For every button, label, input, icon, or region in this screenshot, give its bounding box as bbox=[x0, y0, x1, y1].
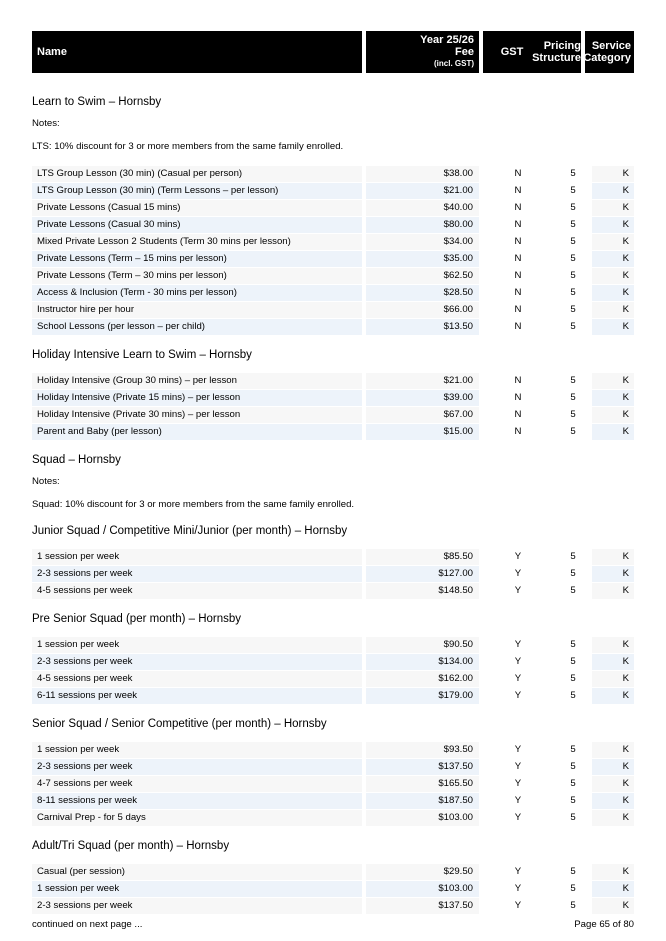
table-row bbox=[32, 898, 634, 915]
item-fee: $34.00 bbox=[366, 234, 479, 250]
column-header-pricing-line2: Structure bbox=[532, 52, 581, 64]
item-service-category: K bbox=[592, 566, 634, 582]
table-row bbox=[32, 200, 634, 217]
column-header-name-label: Name bbox=[37, 46, 67, 58]
item-name: 2-3 sessions per week bbox=[32, 654, 362, 670]
column-header-gst-label: GST bbox=[500, 46, 524, 58]
item-pricing-structure: 5 bbox=[570, 219, 576, 230]
item-gst: Y bbox=[514, 744, 522, 755]
item-fee: $40.00 bbox=[366, 200, 479, 216]
item-service-category: K bbox=[592, 268, 634, 284]
item-pricing-structure: 5 bbox=[570, 795, 576, 806]
table-row bbox=[32, 217, 634, 234]
item-gst: Y bbox=[514, 866, 522, 877]
item-pricing-structure: 5 bbox=[570, 409, 576, 420]
item-fee: $39.00 bbox=[366, 390, 479, 406]
column-header-service-line2: Category bbox=[583, 52, 631, 64]
table-row bbox=[32, 654, 634, 671]
item-pricing-structure: 5 bbox=[570, 883, 576, 894]
item-pricing-structure: 5 bbox=[570, 812, 576, 823]
item-service-category: K bbox=[592, 793, 634, 809]
item-name: Private Lessons (Casual 30 mins) bbox=[32, 217, 362, 233]
item-pricing-structure: 5 bbox=[570, 761, 576, 772]
item-service-category: K bbox=[592, 285, 634, 301]
item-pricing-structure: 5 bbox=[570, 744, 576, 755]
notes-label: Notes: bbox=[32, 476, 60, 487]
item-pricing-structure: 5 bbox=[570, 287, 576, 298]
item-fee: $134.00 bbox=[366, 654, 479, 670]
item-pricing-structure: 5 bbox=[570, 639, 576, 650]
item-name: 2-3 sessions per week bbox=[32, 566, 362, 582]
column-header-fee-line2: Fee bbox=[455, 46, 474, 58]
page-number: Page 65 of 80 bbox=[574, 919, 634, 930]
table-row bbox=[32, 793, 634, 810]
item-pricing-structure: 5 bbox=[570, 585, 576, 596]
item-gst: N bbox=[514, 321, 522, 332]
item-service-category: K bbox=[592, 776, 634, 792]
item-name: 8-11 sessions per week bbox=[32, 793, 362, 809]
item-service-category: K bbox=[592, 183, 634, 199]
item-name: Instructor hire per hour bbox=[32, 302, 362, 318]
column-header-name bbox=[32, 31, 362, 73]
table-row bbox=[32, 285, 634, 302]
table-row bbox=[32, 424, 634, 441]
item-name: 1 session per week bbox=[32, 549, 362, 565]
table-row bbox=[32, 390, 634, 407]
item-name: 1 session per week bbox=[32, 637, 362, 653]
item-gst: Y bbox=[514, 673, 522, 684]
item-service-category: K bbox=[592, 424, 634, 440]
column-header-service-category bbox=[585, 31, 634, 73]
item-name: 4-5 sessions per week bbox=[32, 583, 362, 599]
item-service-category: K bbox=[592, 688, 634, 704]
item-service-category: K bbox=[592, 217, 634, 233]
item-name: Casual (per session) bbox=[32, 864, 362, 880]
item-fee: $28.50 bbox=[366, 285, 479, 301]
item-fee: $165.50 bbox=[366, 776, 479, 792]
item-fee: $38.00 bbox=[366, 166, 479, 182]
item-gst: N bbox=[514, 270, 522, 281]
table-row bbox=[32, 319, 634, 336]
item-name: Access & Inclusion (Term - 30 mins per lesson) bbox=[32, 285, 362, 301]
item-service-category: K bbox=[592, 671, 634, 687]
table-row bbox=[32, 566, 634, 583]
notes-label: Notes: bbox=[32, 118, 60, 129]
item-fee: $85.50 bbox=[366, 549, 479, 565]
item-fee: $137.50 bbox=[366, 898, 479, 914]
item-pricing-structure: 5 bbox=[570, 656, 576, 667]
table-row bbox=[32, 549, 634, 566]
item-pricing-structure: 5 bbox=[570, 900, 576, 911]
item-gst: Y bbox=[514, 778, 522, 789]
item-gst: N bbox=[514, 392, 522, 403]
item-name: 1 session per week bbox=[32, 742, 362, 758]
item-fee: $62.50 bbox=[366, 268, 479, 284]
item-pricing-structure: 5 bbox=[570, 568, 576, 579]
item-gst: N bbox=[514, 219, 522, 230]
item-name: LTS Group Lesson (30 min) (Casual per person) bbox=[32, 166, 362, 182]
item-pricing-structure: 5 bbox=[570, 690, 576, 701]
item-name: 4-7 sessions per week bbox=[32, 776, 362, 792]
item-pricing-structure: 5 bbox=[570, 253, 576, 264]
item-gst: N bbox=[514, 202, 522, 213]
table-row bbox=[32, 583, 634, 600]
item-name: Holiday Intensive (Private 30 mins) – per lesson bbox=[32, 407, 362, 423]
item-gst: Y bbox=[514, 585, 522, 596]
item-gst: Y bbox=[514, 656, 522, 667]
item-name: LTS Group Lesson (30 min) (Term Lessons – per lesson) bbox=[32, 183, 362, 199]
item-pricing-structure: 5 bbox=[570, 185, 576, 196]
table-row bbox=[32, 373, 634, 390]
section-note: Squad: 10% discount for 3 or more members from the same family enrolled. bbox=[32, 499, 355, 510]
item-fee: $21.00 bbox=[366, 183, 479, 199]
item-service-category: K bbox=[592, 549, 634, 565]
item-service-category: K bbox=[592, 373, 634, 389]
item-fee: $103.00 bbox=[366, 810, 479, 826]
item-pricing-structure: 5 bbox=[570, 426, 576, 437]
item-fee: $162.00 bbox=[366, 671, 479, 687]
item-gst: Y bbox=[514, 883, 522, 894]
fee-table-body bbox=[32, 89, 634, 921]
item-fee: $21.00 bbox=[366, 373, 479, 389]
item-gst: N bbox=[514, 236, 522, 247]
item-name: 2-3 sessions per week bbox=[32, 759, 362, 775]
item-gst: Y bbox=[514, 900, 522, 911]
item-fee: $148.50 bbox=[366, 583, 479, 599]
item-name: Mixed Private Lesson 2 Students (Term 30 mins per lesson) bbox=[32, 234, 362, 250]
item-name: Parent and Baby (per lesson) bbox=[32, 424, 362, 440]
item-gst: N bbox=[514, 168, 522, 179]
table-row bbox=[32, 183, 634, 200]
item-fee: $80.00 bbox=[366, 217, 479, 233]
item-service-category: K bbox=[592, 759, 634, 775]
section-note: LTS: 10% discount for 3 or more members from the same family enrolled. bbox=[32, 141, 344, 152]
item-gst: N bbox=[514, 253, 522, 264]
item-service-category: K bbox=[592, 881, 634, 897]
column-header-fee bbox=[366, 31, 479, 73]
item-service-category: K bbox=[592, 742, 634, 758]
item-pricing-structure: 5 bbox=[570, 673, 576, 684]
item-fee: $13.50 bbox=[366, 319, 479, 335]
item-name: Holiday Intensive (Private 15 mins) – per lesson bbox=[32, 390, 362, 406]
item-fee: $15.00 bbox=[366, 424, 479, 440]
item-fee: $66.00 bbox=[366, 302, 479, 318]
item-service-category: K bbox=[592, 810, 634, 826]
item-pricing-structure: 5 bbox=[570, 551, 576, 562]
section-heading: Squad – Hornsby bbox=[32, 454, 121, 466]
item-service-category: K bbox=[592, 637, 634, 653]
item-service-category: K bbox=[592, 302, 634, 318]
section-heading: Adult/Tri Squad (per month) – Hornsby bbox=[32, 840, 230, 852]
section-heading: Senior Squad / Senior Competitive (per month) – Hornsby bbox=[32, 718, 327, 730]
item-gst: N bbox=[514, 304, 522, 315]
item-pricing-structure: 5 bbox=[570, 304, 576, 315]
item-service-category: K bbox=[592, 898, 634, 914]
item-fee: $90.50 bbox=[366, 637, 479, 653]
item-service-category: K bbox=[592, 319, 634, 335]
item-service-category: K bbox=[592, 654, 634, 670]
column-header-fee-line1: Year 25/26 bbox=[420, 34, 474, 46]
item-fee: $35.00 bbox=[366, 251, 479, 267]
section-heading: Holiday Intensive Learn to Swim – Hornsby bbox=[32, 349, 252, 361]
item-fee: $93.50 bbox=[366, 742, 479, 758]
item-fee: $67.00 bbox=[366, 407, 479, 423]
section-heading: Pre Senior Squad (per month) – Hornsby bbox=[32, 613, 242, 625]
section-heading: Learn to Swim – Hornsby bbox=[32, 96, 162, 108]
table-row bbox=[32, 407, 634, 424]
item-gst: Y bbox=[514, 639, 522, 650]
column-header-pricing-line1: Pricing bbox=[543, 40, 581, 52]
table-row bbox=[32, 742, 634, 759]
item-gst: N bbox=[514, 287, 522, 298]
item-gst: Y bbox=[514, 568, 522, 579]
item-gst: N bbox=[514, 426, 522, 437]
table-row bbox=[32, 302, 634, 319]
column-header-service-line1: Service bbox=[591, 40, 631, 52]
item-service-category: K bbox=[592, 200, 634, 216]
table-row bbox=[32, 637, 634, 654]
table-row bbox=[32, 881, 634, 898]
item-service-category: K bbox=[592, 407, 634, 423]
item-name: Private Lessons (Term – 15 mins per lesson) bbox=[32, 251, 362, 267]
item-service-category: K bbox=[592, 251, 634, 267]
item-name: School Lessons (per lesson – per child) bbox=[32, 319, 362, 335]
item-pricing-structure: 5 bbox=[570, 168, 576, 179]
item-pricing-structure: 5 bbox=[570, 866, 576, 877]
item-fee: $187.50 bbox=[366, 793, 479, 809]
item-gst: N bbox=[514, 375, 522, 386]
item-service-category: K bbox=[592, 166, 634, 182]
item-gst: Y bbox=[514, 761, 522, 772]
item-service-category: K bbox=[592, 390, 634, 406]
item-fee: $103.00 bbox=[366, 881, 479, 897]
item-gst: N bbox=[514, 409, 522, 420]
item-fee: $179.00 bbox=[366, 688, 479, 704]
item-pricing-structure: 5 bbox=[570, 202, 576, 213]
column-header-fee-line3: (incl. GST) bbox=[434, 59, 474, 68]
column-header-pricing-structure bbox=[531, 31, 581, 73]
table-row bbox=[32, 671, 634, 688]
item-pricing-structure: 5 bbox=[570, 778, 576, 789]
item-name: 4-5 sessions per week bbox=[32, 671, 362, 687]
item-fee: $29.50 bbox=[366, 864, 479, 880]
item-fee: $137.50 bbox=[366, 759, 479, 775]
item-pricing-structure: 5 bbox=[570, 270, 576, 281]
table-row bbox=[32, 166, 634, 183]
item-gst: Y bbox=[514, 812, 522, 823]
table-row bbox=[32, 234, 634, 251]
item-pricing-structure: 5 bbox=[570, 392, 576, 403]
item-fee: $127.00 bbox=[366, 566, 479, 582]
item-name: Private Lessons (Term – 30 mins per lesson) bbox=[32, 268, 362, 284]
table-row bbox=[32, 759, 634, 776]
item-gst: Y bbox=[514, 690, 522, 701]
table-row bbox=[32, 268, 634, 285]
item-name: 1 session per week bbox=[32, 881, 362, 897]
table-row bbox=[32, 688, 634, 705]
item-name: Private Lessons (Casual 15 mins) bbox=[32, 200, 362, 216]
item-name: 6-11 sessions per week bbox=[32, 688, 362, 704]
item-service-category: K bbox=[592, 864, 634, 880]
item-gst: Y bbox=[514, 551, 522, 562]
table-row bbox=[32, 864, 634, 881]
item-pricing-structure: 5 bbox=[570, 321, 576, 332]
item-name: 2-3 sessions per week bbox=[32, 898, 362, 914]
item-pricing-structure: 5 bbox=[570, 236, 576, 247]
table-row bbox=[32, 251, 634, 268]
item-service-category: K bbox=[592, 234, 634, 250]
section-heading: Junior Squad / Competitive Mini/Junior (per month) – Hornsby bbox=[32, 525, 348, 537]
item-pricing-structure: 5 bbox=[570, 375, 576, 386]
item-gst: Y bbox=[514, 795, 522, 806]
table-row bbox=[32, 776, 634, 793]
item-service-category: K bbox=[592, 583, 634, 599]
item-gst: N bbox=[514, 185, 522, 196]
continued-note: continued on next page ... bbox=[32, 919, 143, 930]
item-name: Carnival Prep - for 5 days bbox=[32, 810, 362, 826]
table-row bbox=[32, 810, 634, 827]
item-name: Holiday Intensive (Group 30 mins) – per lesson bbox=[32, 373, 362, 389]
